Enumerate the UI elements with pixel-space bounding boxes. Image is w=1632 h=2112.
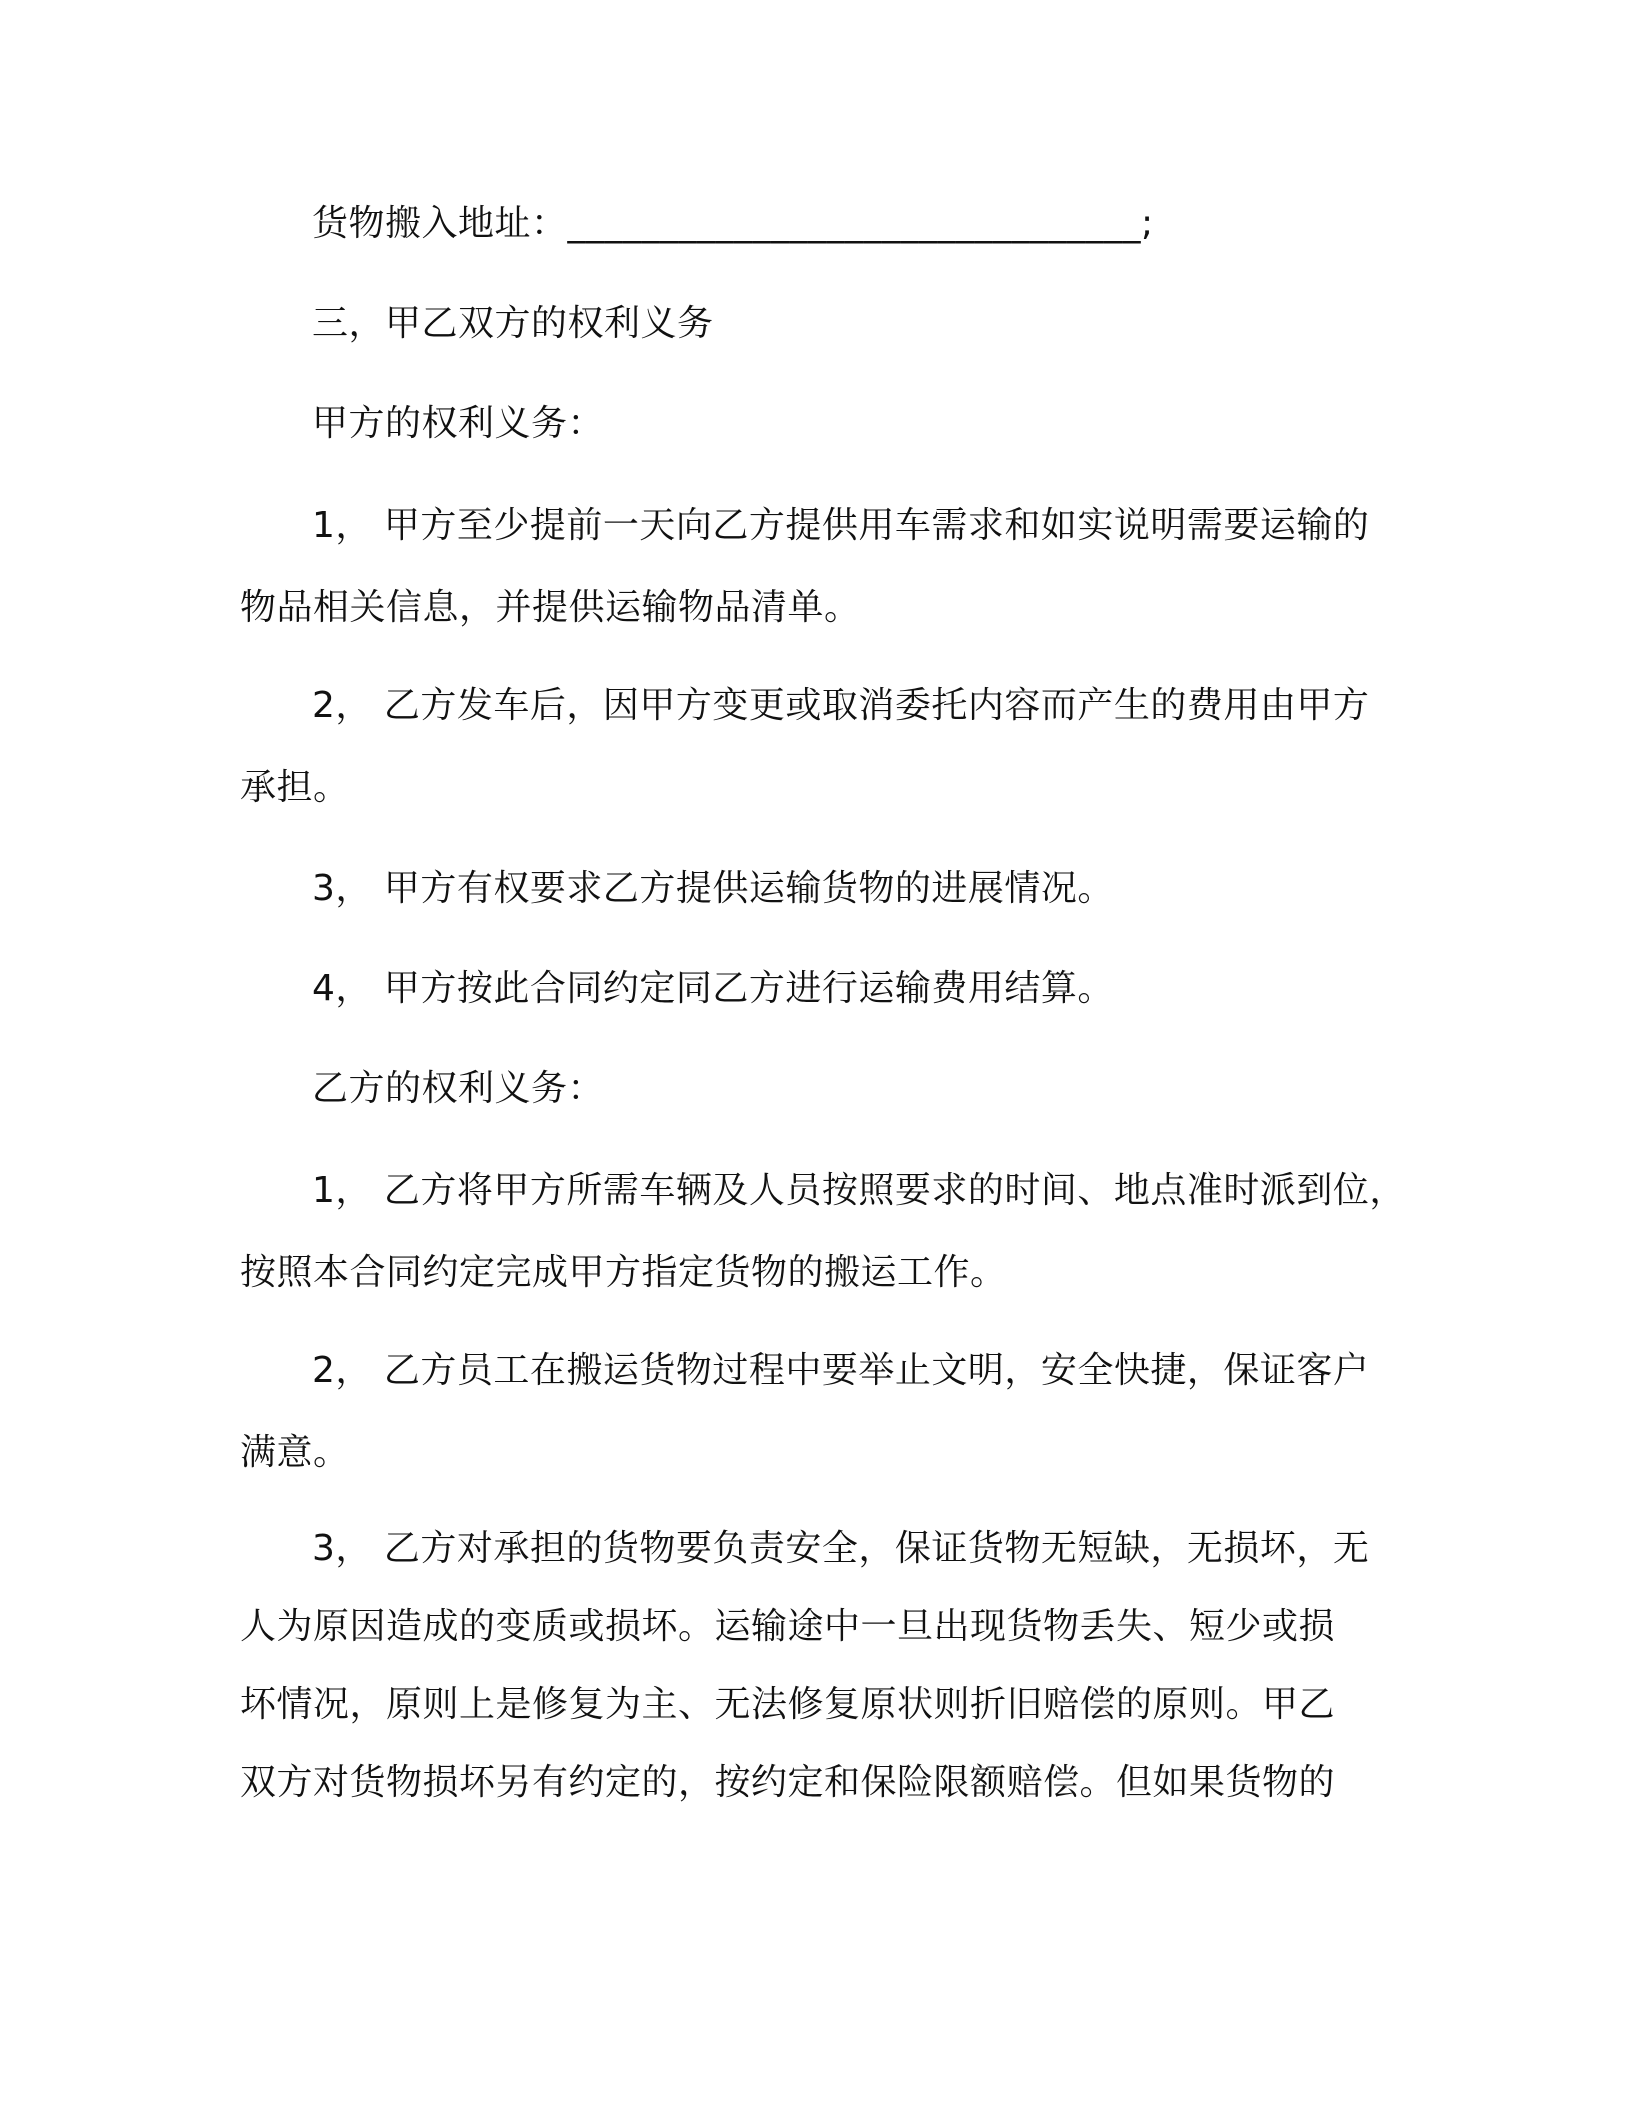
party-b-item-2	[240, 1330, 1420, 1494]
party-a-item-2-line-1: 2， 乙方发车后，因甲方变更或取消委托内容而产生的费用由甲方	[312, 685, 1370, 726]
address-blank: _______________________________;	[567, 203, 1154, 244]
party-b-item-1-line-2: 按照本合同约定完成甲方指定货物的搬运工作。	[240, 1252, 1007, 1293]
party-b-heading: 乙方的权利义务：	[312, 1068, 605, 1109]
party-b-item-3-line-3: 坏情况，原则上是修复为主、无法修复原状则折旧赔偿的原则。甲乙	[240, 1684, 1336, 1725]
party-b-item-3	[240, 1510, 1420, 1822]
party-b-item-1-line-1: 1， 乙方将甲方所需车辆及人员按照要求的时间、地点准时派到位，	[312, 1170, 1406, 1211]
party-b-item-2-line-2: 满意。	[240, 1432, 350, 1473]
party-a-item-1-line-1: 1， 甲方至少提前一天向乙方提供用车需求和如实说明需要运输的	[312, 505, 1370, 546]
party-b-item-2-line-1: 2， 乙方员工在搬运货物过程中要举止文明，安全快捷，保证客户	[312, 1350, 1370, 1391]
party-b-item-3-line-2: 人为原因造成的变质或损坏。运输途中一旦出现货物丢失、短少或损	[240, 1606, 1336, 1647]
party-a-item-4: 4， 甲方按此合同约定同乙方进行运输费用结算。	[312, 968, 1114, 1009]
party-a-item-1	[240, 485, 1420, 649]
party-a-item-3: 3， 甲方有权要求乙方提供运输货物的进展情况。	[312, 868, 1114, 909]
party-a-item-1-line-2: 物品相关信息，并提供运输物品清单。	[240, 587, 861, 628]
address-line	[312, 180, 1492, 268]
party-a-item-2	[240, 665, 1420, 829]
address-label: 货物搬入地址：	[312, 203, 568, 244]
party-b-item-3-line-1: 3， 乙方对承担的货物要负责安全，保证货物无短缺，无损坏，无	[312, 1528, 1370, 1569]
section-title: 三，甲乙双方的权利义务	[312, 303, 714, 344]
party-b-item-1	[240, 1150, 1420, 1314]
party-a-item-2-line-2: 承担。	[240, 767, 350, 808]
party-b-item-3-line-4: 双方对货物损坏另有约定的，按约定和保险限额赔偿。但如果货物的	[240, 1762, 1336, 1803]
party-a-heading: 甲方的权利义务：	[312, 403, 605, 444]
